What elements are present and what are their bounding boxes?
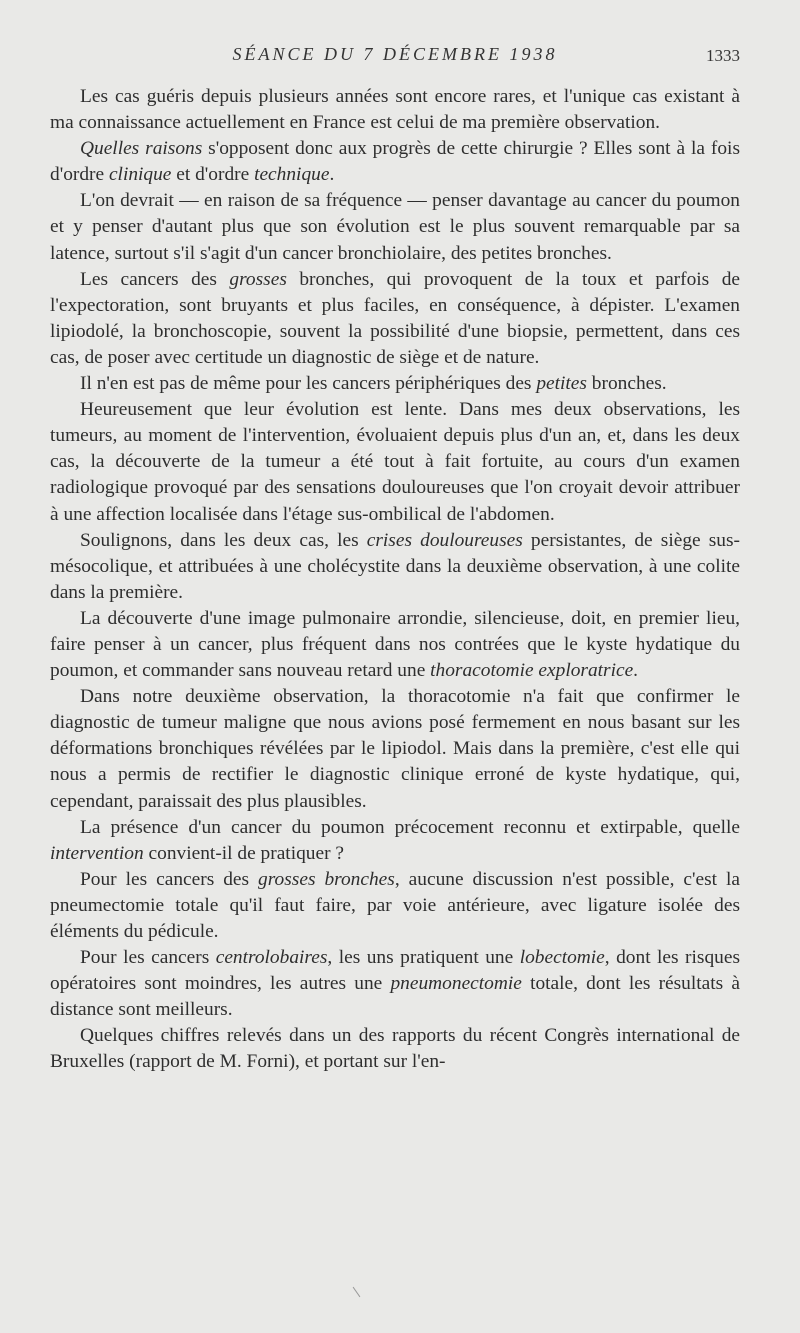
running-title: SÉANCE DU 7 DÉCEMBRE 1938 <box>232 44 558 64</box>
italic-text-run: clinique <box>108 164 172 186</box>
running-header <box>50 44 740 70</box>
text-run: convient-il de pratiquer ? <box>143 842 344 864</box>
text-run: totale, dont les résultats à distance sont meilleurs. <box>50 973 740 1021</box>
text-run: Pour les cancers des <box>80 868 259 890</box>
paragraph <box>50 84 740 136</box>
paragraph <box>50 136 740 188</box>
text-run: , les uns pratiquent une <box>327 947 520 969</box>
paragraph <box>50 867 740 945</box>
italic-text-run: centrolobaires <box>215 947 328 969</box>
text-run: Pour les cancers <box>80 947 216 969</box>
text-run: L'on devrait — en raison de sa fréquence — penser davantage au cancer du poumon et y penser d'autant plus que son évolution est le plus souvent remarquable par sa latence, surtout s'il s'agit d'un cancer bronchiolaire, des petites bronches. <box>50 190 740 264</box>
italic-text-run: Quelles raisons <box>80 138 203 160</box>
italic-text-run: intervention <box>50 842 144 864</box>
text-run: . <box>633 660 639 682</box>
text-run: s'opposent donc aux progrès de cette chirurgie ? Elles sont à la fois d'ordre <box>50 138 740 186</box>
text-run: et d'ordre <box>171 164 255 186</box>
italic-text-run: petites <box>536 373 587 395</box>
text-run: bronches. <box>586 373 667 395</box>
paragraph <box>50 397 740 527</box>
text-run: bronches, qui provoquent de la toux et parfois de l'expectoration, sont bruyants et plus faciles, en conséquence, à dépister. L'examen lipiodolé, la bronchoscopie, souvent la possibilité d'une biopsie, permettent, dans ces cas, de poser avec certitude un diagnostic de siège et de nature. <box>50 268 741 368</box>
italic-text-run: grosses <box>229 268 287 290</box>
body-text <box>50 84 740 1076</box>
paragraph <box>50 945 740 1023</box>
page-number: 1333 <box>706 46 740 65</box>
text-run: Les cas guéris depuis plusieurs années sont encore rares, et l'unique cas existant à ma connaissance actuellement en France est celui de ma première observation. <box>50 86 740 134</box>
text-run: , dont les risques opératoires sont moindres, les autres une <box>50 947 740 995</box>
paragraph <box>50 684 740 814</box>
paragraph <box>50 815 740 867</box>
paragraph <box>50 606 740 684</box>
text-run: La présence d'un cancer du poumon précocement reconnu et extirpable, quelle <box>80 816 740 838</box>
text-run: Soulignons, dans les deux cas, les <box>80 529 367 551</box>
paragraph <box>50 267 740 371</box>
text-run: Heureusement que leur évolution est lente. Dans mes deux observations, les tumeurs, au moment de l'intervention, évoluaient depuis plus d'un an, et, dans les deux cas, la découverte de la tumeur a été tout à fait fortuite, au cours d'un examen radiologique provoqué par des sensations douloureuses que l'on croyait devoir attribuer à une affection localisée dans l'étage sus-ombilical de l'abdomen. <box>50 399 740 525</box>
text-run: Quelques chiffres relevés dans un des rapports du récent Congrès international de Bruxelles (rapport de M. Forni), et portant sur l'en- <box>50 1025 740 1073</box>
text-run: Dans notre deuxième observation, la thoracotomie n'a fait que confirmer le diagnostic de tumeur maligne que nous avions posé fermement en nous basant sur les déformations bronchiques révélées par le lipiodol. Mais dans la première, c'est elle qui nous a permis de rectifier le diagnostic clinique erroné de kyste hydatique, qui, cependant, paraissait des plus plausibles. <box>50 686 740 812</box>
italic-text-run: technique <box>254 164 330 186</box>
text-run: La découverte d'une image pulmonaire arrondie, silencieuse, doit, en premier lieu, faire penser à un cancer, plus fréquent dans nos contrées que le kyste hydatique du poumon, et commander sans nouveau retard une <box>50 607 740 682</box>
italic-text-run: thoracotomie exploratrice <box>430 660 634 682</box>
text-run: Il n'en est pas de même pour les cancers périphériques des <box>80 373 537 395</box>
paragraph <box>50 528 740 606</box>
paragraph <box>50 188 740 266</box>
text-run: Les cancers des <box>80 268 230 290</box>
print-mark <box>353 1287 361 1297</box>
text-run: . <box>329 164 335 186</box>
italic-text-run: lobectomie <box>519 947 605 969</box>
text-run: persistantes, de siège sus-mésocolique, et attribuées à une cholécystite dans la deuxième observation, à une colite dans la première. <box>50 529 740 603</box>
text-run: , aucune discussion n'est possible, c'est la pneumectomie totale qu'il faut faire, par voie antérieure, avec ligature isolée des éléments du pédicule. <box>50 868 740 942</box>
italic-text-run: crises douloureuses <box>366 529 523 551</box>
italic-text-run: pneumonectomie <box>390 973 522 995</box>
paragraph <box>50 1023 740 1075</box>
italic-text-run: grosses bronches <box>258 868 395 890</box>
paragraph <box>50 371 740 397</box>
